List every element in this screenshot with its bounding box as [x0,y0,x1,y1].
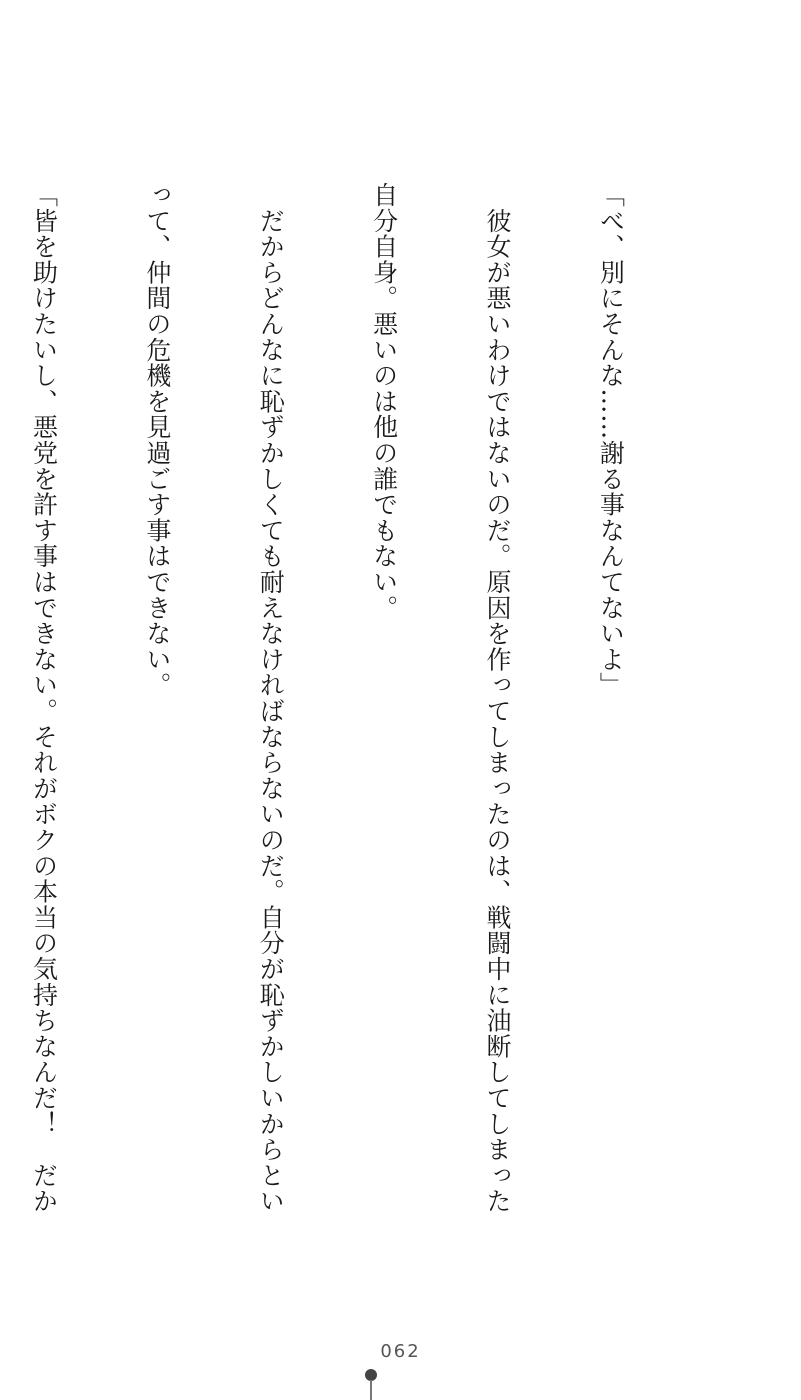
body-text [0,182,705,1214]
page-marker-line [370,1380,372,1400]
text-line: って、仲間の危機を見過ごす事はできない。 [142,182,172,698]
page-number: 062 [380,1341,421,1362]
text-line: 彼女が悪いわけではないのだ。原因を作ってしまったのは、戦闘中に油断してしまった [483,182,513,1214]
text-line: 自分自身。悪いのは他の誰でもない。 [369,182,399,621]
text-line: だからどんなに恥ずかしくても耐えなければならないのだ。自分が恥ずかしいからとい [256,182,286,1214]
text-line: 「べ、別にそんな……謝る事なんてないよ」 [596,182,626,698]
text-line: 「皆を助けたいし、悪党を許す事はできない。それがボクの本当の気持ちなんだ！ だか [29,182,59,1214]
